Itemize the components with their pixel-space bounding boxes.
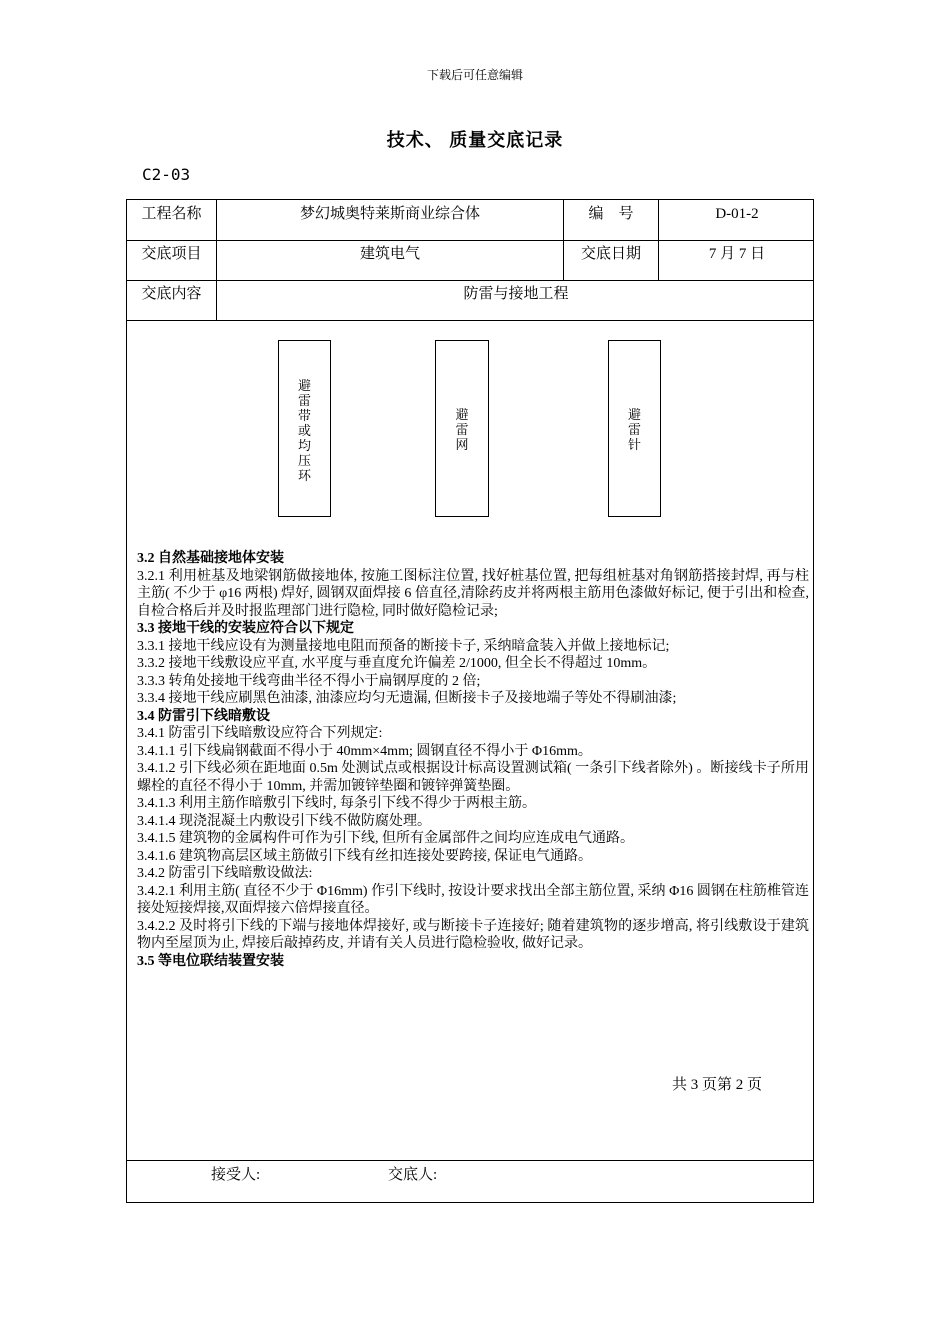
diagram-box-lightning-belt [278,340,331,517]
record-sheet [126,199,814,1203]
paragraph: 3.4.2.1 利用主筋( 直径不少于 Φ16mm) 作引下线时, 按设计要求找出全部主筋位置, 采纳 Φ16 圆钢在柱筋椎管连接处短接焊接,双面焊接六倍焊接直径。 [137,883,809,916]
paragraph: 3.4.1.2 引下线必须在距地面 0.5m 处测试点或根据设计标高设置测试箱( 一条引下线者除外) 。断接线卡子所用螺栓的直径不得小于 10mm, 并需加镀锌垫圈和镀锌弹簧垫圈。 [137,761,809,794]
paragraph: 3.4.1.6 建筑物高层区域主筋做引下线有丝扣连接处要跨接, 保证电气通路。 [137,848,592,864]
row-divider [127,280,813,281]
paragraph: 3.4.1.1 引下线扁钢截面不得小于 40mm×4mm; 圆钢直径不得小于 Φ16mm。 [137,743,592,759]
diagram-box-label: 避 雷 网 [455,407,469,452]
content-label: 交底内容 [141,286,202,302]
row-divider [127,1160,813,1161]
paragraph: 3.3.3 转角处接地干线弯曲半径不得小于扁钢厚度的 2 倍; [137,673,481,689]
diagram-box-lightning-grid [435,340,489,517]
body-text [137,550,809,970]
paragraph: 3.3.4 接地干线应刷黑色油漆, 油漆应均匀无遗漏, 但断接卡子及接地端子等处不得刷油漆; [137,691,677,706]
document-title: 技术、 质量交底记录 [386,130,564,150]
number-value: D-01-2 [715,206,759,222]
item-label: 交底项目 [141,246,202,262]
date-label: 交底日期 [580,246,641,262]
section-heading: 3.4 防雷引下线暗敷设 [137,708,270,724]
section-heading: 3.5 等电位联结装置安装 [137,953,284,969]
project-name-label: 工程名称 [141,206,202,222]
row-divider [127,320,813,321]
paragraph: 3.2.1 利用桩基及地梁钢筋做接地体, 按施工图标注位置, 找好桩基位置, 把每组桩基对角钢筋搭接封焊, 再与柱主筋( 不少于 φ16 两根) 焊好, 圆钢双面焊接 6 倍直径,清除药皮并将两根主筋用色漆做好标记, 便于引出和检查, 自检合格后并及时报监理部门进行隐检, 同时做好隐检记录; [137,568,809,619]
presenter-label: 交底人: [388,1167,438,1183]
receiver-label: 接受人: [211,1167,261,1183]
page-info: 共 3 页第 2 页 [672,1077,763,1093]
header-note: 下载后可任意编辑 [426,68,523,82]
section-heading: 3.2 自然基础接地体安装 [137,551,284,566]
content-value: 防雷与接地工程 [463,286,569,302]
diagram-box-label: 避 雷 带 或 均 压 环 [297,378,311,483]
number-label: 编 号 [588,206,634,222]
paragraph: 3.4.2 防雷引下线暗敷设做法: [137,866,313,881]
paragraph: 3.4.1.4 现浇混凝土内敷设引下线不做防腐处理。 [137,813,431,829]
diagram-box-label: 避 雷 针 [627,407,641,452]
form-code: C2-03 [142,165,191,184]
section-heading: 3.3 接地干线的安装应符合以下规定 [137,621,354,636]
row-divider [127,240,813,241]
paragraph: 3.3.1 接地干线应设有为测量接地电阻而预备的断接卡子, 采纳暗盒装入并做上接地标记; [137,638,670,654]
paragraph: 3.4.1 防雷引下线暗敷设应符合下列规定: [137,726,383,741]
paragraph: 3.4.2.2 及时将引下线的下端与接地体焊接好, 或与断接卡子连接好; 随着建筑物的逐步增高, 将引线敷设于建筑物内至屋顶为止, 焊接后敲掉药皮, 并请有关人员进行隐检验收, 做好记录。 [137,918,809,951]
item-value: 建筑电气 [359,246,420,262]
diagram-box-lightning-rod [608,340,661,517]
paragraph: 3.4.1.3 利用主筋作暗敷引下线时, 每条引下线不得少于两根主筋。 [137,796,536,811]
paragraph: 3.3.2 接地干线敷设应平直, 水平度与垂直度允许偏差 2/1000, 但全长不得超过 10mm。 [137,656,657,671]
paragraph: 3.4.1.5 建筑物的金属构件可作为引下线, 但所有金属部件之间均应连成电气通路。 [137,831,634,846]
date-value: 7 月 7 日 [708,246,766,262]
project-name-value: 梦幻城奥特莱斯商业综合体 [299,206,480,222]
